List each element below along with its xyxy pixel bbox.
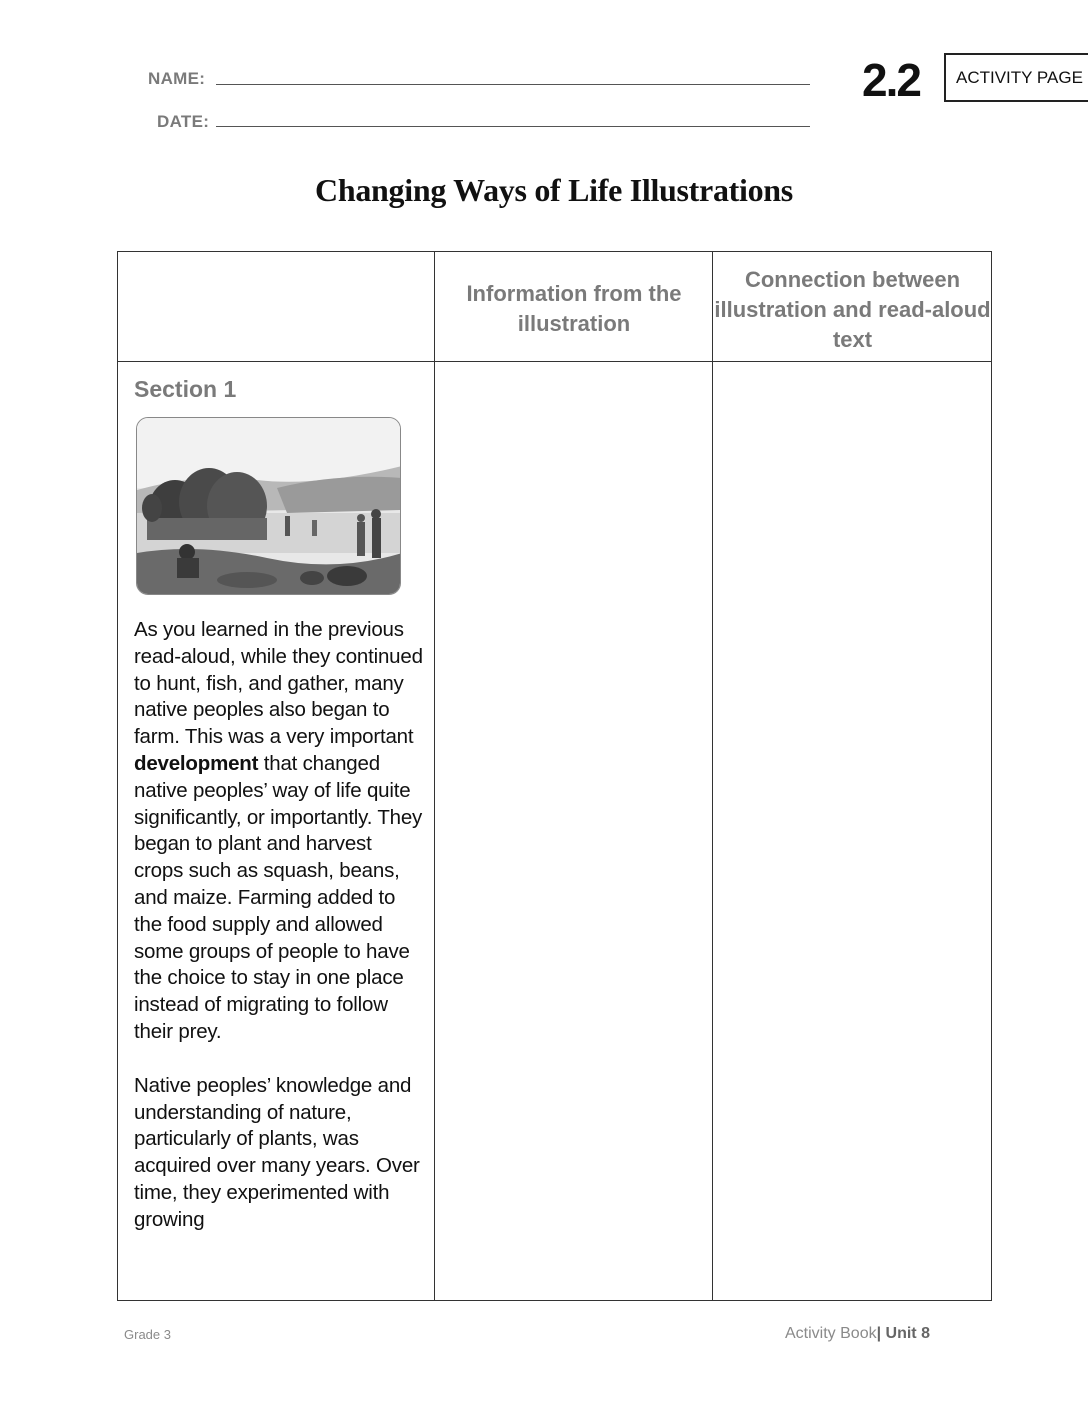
footer-book-name: Activity Book — [785, 1325, 877, 1342]
section-label: Section 1 — [134, 376, 237, 402]
information-answer-cell[interactable] — [436, 363, 711, 1299]
footer-unit: Unit 8 — [885, 1325, 930, 1342]
paragraph-1-text-a: As you learned in the previous read-aloud, while they continued to hunt, fish, and gather, many native peoples also began to farm. This was a very important — [134, 618, 423, 749]
date-label: DATE: — [157, 112, 210, 131]
connection-answer-cell[interactable] — [714, 363, 991, 1299]
activity-number: 2.2 — [862, 54, 920, 106]
paragraph-1-text-b: that changed native peoples’ way of life quite significantly, or importantly. They began to plant and harvest crops such as squash, beans, and maize. Farming added to the food supply and allowed some groups of people to have the choice to stay in one place instead of migrating to follow their prey. — [134, 751, 423, 1043]
section-text — [134, 617, 426, 1261]
illustration-graphic — [137, 418, 401, 595]
footer-separator: | — [876, 1325, 886, 1342]
column-divider-1 — [434, 251, 435, 1301]
name-field[interactable] — [216, 84, 810, 85]
column-divider-2 — [712, 251, 713, 1301]
footer-grade: Grade 3 — [124, 1327, 171, 1342]
vocabulary-word: development — [134, 751, 259, 775]
paragraph-1 — [134, 617, 426, 1046]
footer-book-unit — [785, 1325, 930, 1343]
column-header-information: Information from the illustration — [466, 281, 682, 336]
header-row-divider — [117, 361, 992, 362]
paragraph-2: Native peoples’ knowledge and understanding of nature, particularly of plants, was acquired over many years. Over time, they experimented with growing — [134, 1073, 420, 1231]
activity-page-label: ACTIVITY PAGE — [956, 67, 1083, 87]
name-label: NAME: — [148, 69, 206, 88]
column-header-connection: Connection between illustration and read-aloud text — [714, 267, 991, 352]
farming-scene-illustration — [136, 417, 401, 595]
date-field[interactable] — [216, 126, 810, 127]
activity-page-badge — [944, 53, 1088, 102]
page-title: Changing Ways of Life Illustrations — [315, 172, 793, 208]
